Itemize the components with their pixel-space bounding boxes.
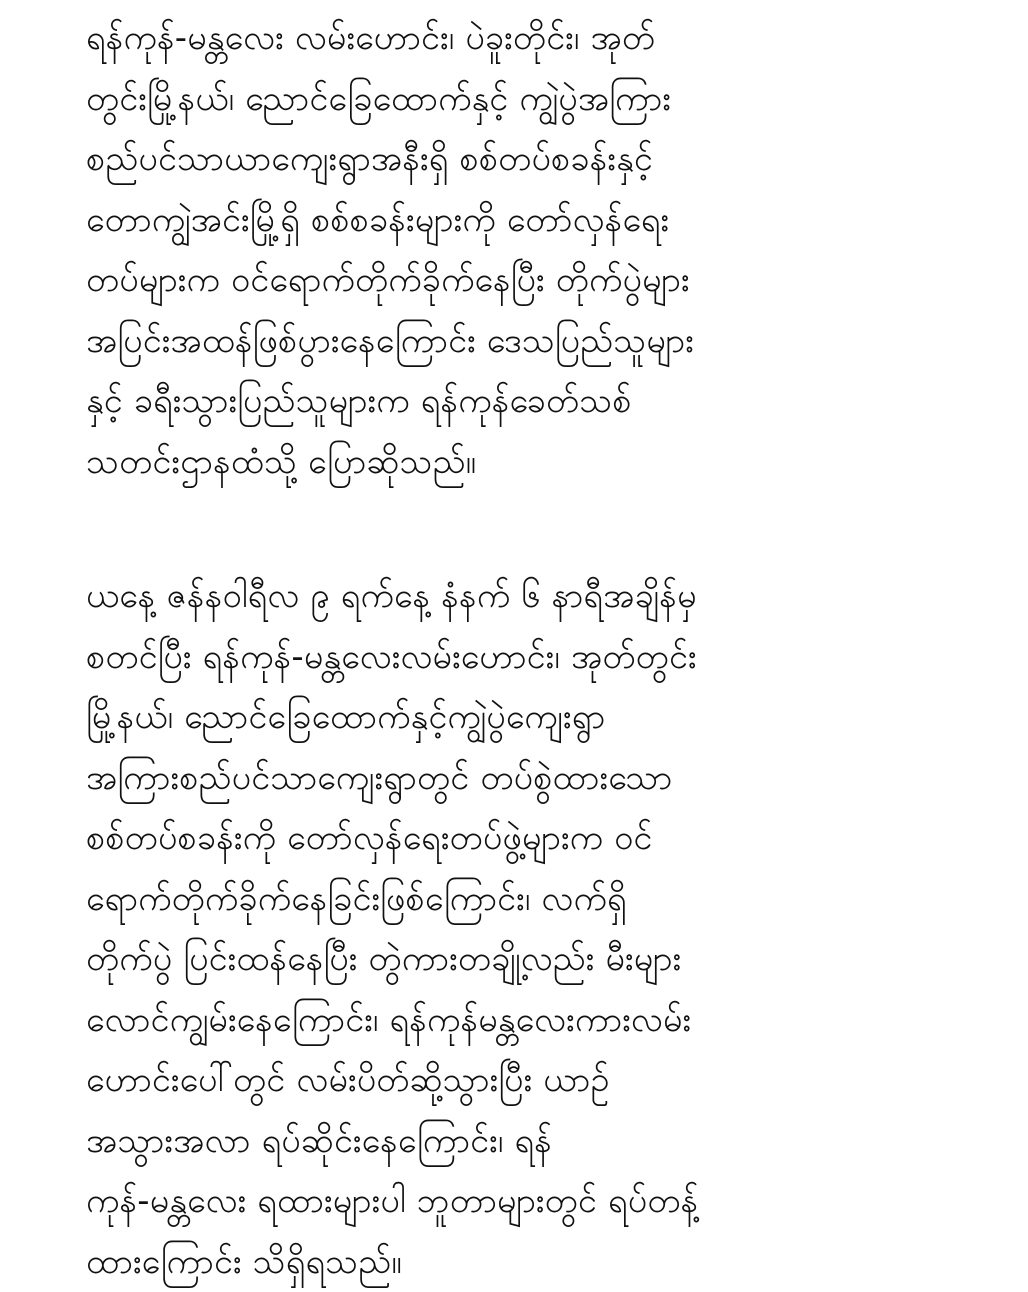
text-line: မြို့နယ်၊ ညောင်ခြေထောက်နှင့်ကျွဲပွဲကျေးရွာ xyxy=(86,687,968,748)
text-line: ရန်ကုန်-မန္တလေး လမ်းဟောင်း၊ ပဲခူးတိုင်း၊ အုတ် xyxy=(86,8,968,69)
paragraph-1 xyxy=(86,8,968,492)
text-line: ထားကြောင်း သိရှိရသည်။ xyxy=(86,1232,968,1292)
text-line: ရောက်တိုက်ခိုက်နေခြင်းဖြစ်ကြောင်း၊ လက်ရှိ xyxy=(86,869,968,930)
paragraph-gap xyxy=(86,492,968,566)
text-line: အပြင်းအထန်ဖြစ်ပွားနေကြောင်း ဒေသပြည်သူများ xyxy=(86,311,968,372)
text-line: လောင်ကျွမ်းနေကြောင်း၊ ရန်ကုန်မန္တလေးကားလမ်း xyxy=(86,990,968,1051)
text-line: တွင်းမြို့နယ်၊ ညောင်ခြေထောက်နှင့် ကျွဲပွဲအကြား xyxy=(86,69,968,130)
text-line: စည်ပင်သာယာကျေးရွာအနီးရှိ စစ်တပ်စခန်းနှင့် xyxy=(86,129,968,190)
text-line: စစ်တပ်စခန်းကို တော်လှန်ရေးတပ်ဖွဲ့များက ဝင် xyxy=(86,808,968,869)
text-line: စတင်ပြီး ရန်ကုန်-မန္တလေးလမ်းဟောင်း၊ အုတ်တွင်း xyxy=(86,627,968,688)
text-line: ဟောင်းပေါ်တွင် လမ်းပိတ်ဆို့သွားပြီး ယာဉ် xyxy=(86,1050,968,1111)
text-line: နှင့် ခရီးသွားပြည်သူများက ရန်ကုန်ခေတ်သစ် xyxy=(86,371,968,432)
text-line: သတင်းဌာနထံသို့ ပြောဆိုသည်။ xyxy=(86,432,968,493)
text-line: အကြားစည်ပင်သာကျေးရွာတွင် တပ်စွဲထားသော xyxy=(86,748,968,809)
text-line: တပ်များက ဝင်ရောက်တိုက်ခိုက်နေပြီး တိုက်ပွဲများ xyxy=(86,250,968,311)
text-line: အသွားအလာ ရပ်ဆိုင်းနေကြောင်း၊ ရန် xyxy=(86,1111,968,1172)
text-line: ကုန်-မန္တလေး ရထားများပါ ဘူတာများတွင် ရပ်တန့် xyxy=(86,1171,968,1232)
text-line: တိုက်ပွဲ ပြင်းထန်နေပြီး တွဲကားတချို့လည်း မီးများ xyxy=(86,929,968,990)
text-line: ယနေ့ ဇန်နဝါရီလ ၉ ရက်နေ့ နံနက် ၆ နာရီအချိန်မှ xyxy=(86,566,968,627)
paragraph-2 xyxy=(86,566,968,1292)
text-line: တောကျွဲအင်းမြို့ရှိ စစ်စခန်းများကို တော်လှန်ရေး xyxy=(86,190,968,251)
